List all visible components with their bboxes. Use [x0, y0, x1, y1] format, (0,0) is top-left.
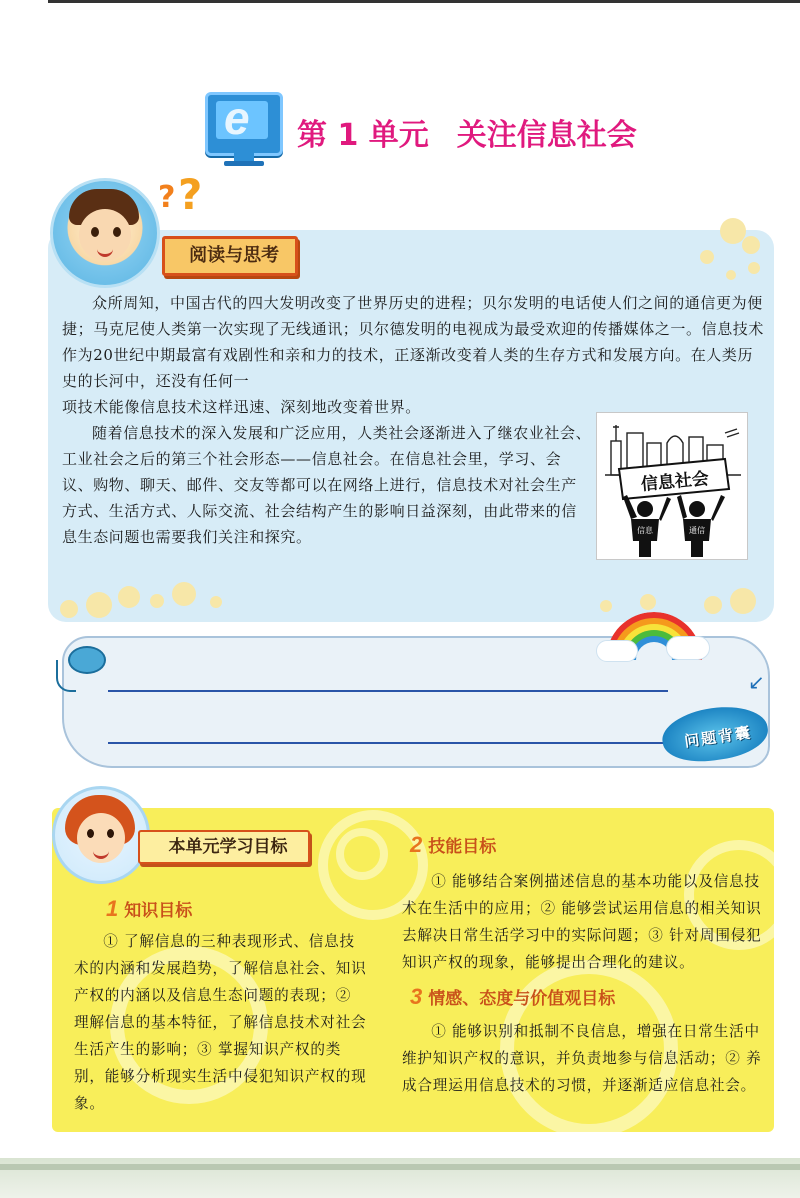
- goals-section-label: [138, 830, 310, 864]
- illustration-person-right-label: 通信: [689, 526, 705, 535]
- cloud-icon: [596, 640, 638, 662]
- goals-character-avatar: [52, 786, 150, 884]
- reading-paragraph-2: 随着信息技术的深入发展和广泛应用，人类社会逐渐进入了继农业社会、工业社会之后的第三个社会形态——信息社会。在信息社会里，学习、会议、购物、聊天、邮件、交友等都可以在网络上进行，信息技术对社会生产方式、生活方式、人际交流、社会结构产生的影响日益深刻，由此带来的信息生态问题也需要我们关注和探究。: [62, 424, 592, 546]
- information-society-illustration: [596, 412, 748, 560]
- reading-paragraph-1: 众所周知，中国古代的四大发明改变了世界历史的进程；贝尔发明的电话使人们之间的通信更为便捷；马克尼使人类第一次实现了无线通讯；贝尔德发明的电视成为最受欢迎的传播媒体之一。信息技术作为20世纪中期最富有戏剧性和亲和力的技术，正逐渐改变着人类的生存方式和发展方向。在人类历史的长河中，还没有任何一: [62, 294, 765, 390]
- skill-goals-text: ① 能够结合案例描述信息的基本功能以及信息技术在生活中的应用；② 能够尝试运用信息的相关知识去解决日常生活学习中的实际问题；③ 针对周围侵犯知识产权的现象，能够提出合理化的建议。: [402, 873, 762, 971]
- reading-section-label: [162, 236, 298, 276]
- emotion-goals-text: ① 能够识别和抵制不良信息，增强在日常生活中维护知识产权的意识，并负责地参与信息活动；② 养成合理运用信息技术的习惯，并逐渐适应信息社会。: [402, 1023, 762, 1094]
- knowledge-goals-text: ① 了解信息的三种表现形式、信息技术的内涵和发展趋势，了解信息社会、知识产权的内涵以及信息生态问题的表现；② 理解信息的基本特征，了解信息技术对社会生活产生的影响；③ 掌握知识产权的类别，能够分析现实生活中侵犯知识产权的现象。: [74, 933, 367, 1112]
- emotion-goals-heading: 3 情感、态度与价值观目标: [410, 984, 616, 1009]
- answer-line-2[interactable]: [108, 742, 668, 744]
- answer-line-1[interactable]: [108, 690, 668, 692]
- page-footer-strip: [0, 1158, 800, 1198]
- reading-label-text: 阅读与思考: [189, 245, 280, 266]
- unit-name: 关注信息社会: [456, 118, 637, 153]
- internet-explorer-icon: e: [205, 92, 283, 156]
- top-rule: [48, 0, 800, 3]
- arrow-down-left-icon: ↙: [748, 670, 765, 694]
- page-title: [297, 110, 637, 154]
- illustration-person-left-label: 信息: [637, 526, 653, 535]
- reading-character-avatar: [50, 178, 160, 288]
- goals-label-text: 本单元学习目标: [168, 837, 288, 857]
- knowledge-goals-heading: 1 知识目标: [106, 896, 193, 921]
- decorative-swirl: [336, 828, 388, 880]
- unit-title: [205, 92, 665, 162]
- illustration-banner-text: 信息社会: [640, 469, 710, 495]
- cloud-icon: [666, 636, 710, 660]
- unit-number: 第 1 单元: [297, 118, 429, 153]
- question-bag-label: 问题背囊: [683, 723, 753, 751]
- reading-paragraph-1-tail: 项技术能像信息技术这样迅速、深刻地改变着世界。: [62, 398, 421, 416]
- skill-goals-heading: 2 技能目标: [410, 832, 497, 857]
- computer-mouse-icon: [68, 646, 106, 674]
